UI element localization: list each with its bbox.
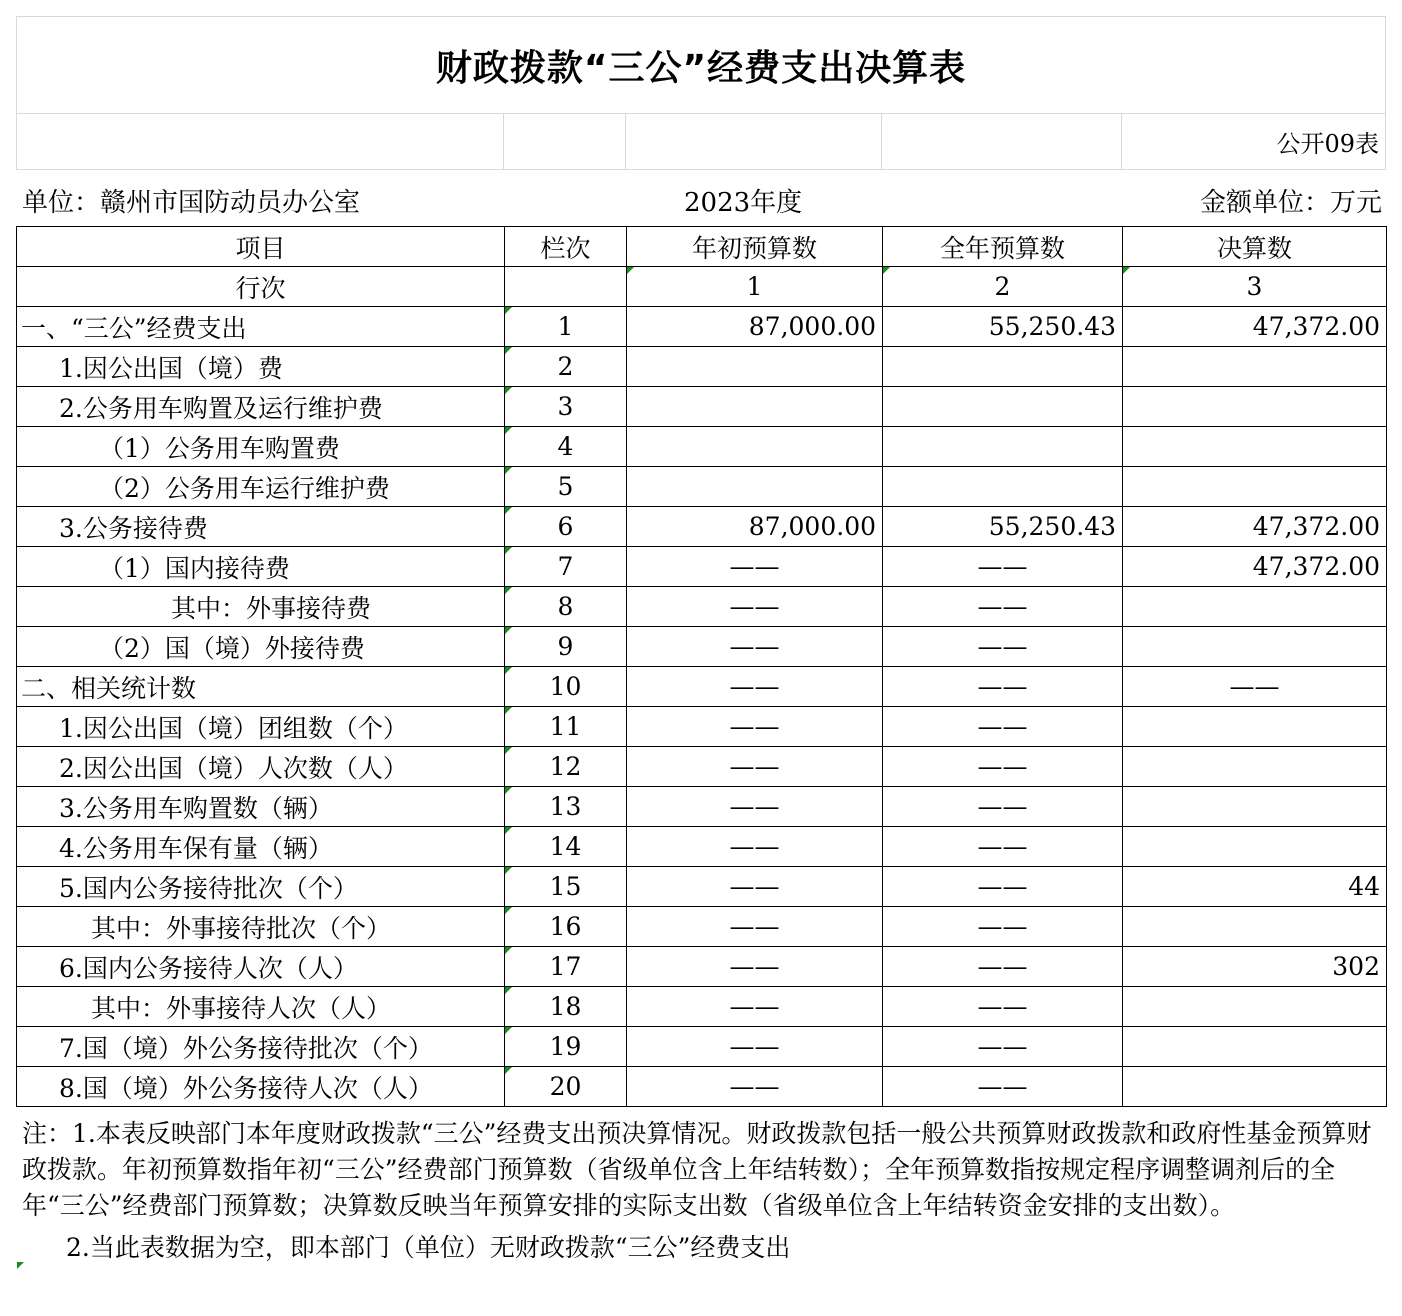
table-row: [17, 507, 1387, 547]
info-row: [16, 170, 1386, 226]
row-no-cell[interactable]: 7: [505, 547, 627, 587]
item-cell[interactable]: 1.因公出国（境）费: [17, 347, 505, 387]
blank-cell[interactable]: [882, 114, 1122, 170]
table-row: [17, 347, 1387, 387]
item-cell[interactable]: （1）公务用车购置费: [17, 427, 505, 467]
spreadsheet: [16, 16, 1386, 1107]
final-account-cell[interactable]: [1123, 787, 1387, 827]
item-cell[interactable]: 3.公务用车购置数（辆）: [17, 787, 505, 827]
item-cell[interactable]: 7.国（境）外公务接待批次（个）: [17, 1027, 505, 1067]
final-account-cell[interactable]: [1123, 347, 1387, 387]
item-cell[interactable]: 二、相关统计数: [17, 667, 505, 707]
initial-budget-cell[interactable]: [627, 387, 883, 427]
index-label[interactable]: 行次: [17, 267, 505, 307]
final-account-cell[interactable]: 47,372.00: [1123, 547, 1387, 587]
initial-budget-cell[interactable]: ——: [627, 547, 883, 587]
item-cell[interactable]: 1.因公出国（境）团组数（个）: [17, 707, 505, 747]
initial-budget-cell[interactable]: ——: [627, 1067, 883, 1107]
item-cell[interactable]: 6.国内公务接待人次（人）: [17, 947, 505, 987]
fiscal-year: 2023年度: [684, 188, 803, 218]
final-account-cell[interactable]: [1123, 387, 1387, 427]
initial-budget-cell[interactable]: [627, 347, 883, 387]
final-account-cell[interactable]: [1123, 1027, 1387, 1067]
initial-budget-cell[interactable]: 87,000.00: [627, 507, 883, 547]
full-year-budget-cell[interactable]: ——: [883, 627, 1123, 667]
final-account-cell[interactable]: [1123, 747, 1387, 787]
table-row: [17, 667, 1387, 707]
table-row: [17, 427, 1387, 467]
unit-label: 单位：赣州市国防动员办公室: [22, 188, 361, 218]
initial-budget-cell[interactable]: ——: [627, 667, 883, 707]
item-cell[interactable]: 2.因公出国（境）人次数（人）: [17, 747, 505, 787]
final-account-cell[interactable]: [1123, 827, 1387, 867]
money-unit: 金额单位：万元: [1199, 188, 1382, 218]
index-col-3[interactable]: 3: [1123, 267, 1387, 307]
item-cell[interactable]: 8.国（境）外公务接待人次（人）: [17, 1067, 505, 1107]
item-cell[interactable]: 2.公务用车购置及运行维护费: [17, 387, 505, 427]
initial-budget-cell[interactable]: ——: [627, 867, 883, 907]
initial-budget-cell[interactable]: ——: [627, 827, 883, 867]
full-year-budget-cell[interactable]: ——: [883, 547, 1123, 587]
initial-budget-cell[interactable]: ——: [627, 627, 883, 667]
initial-budget-cell[interactable]: 87,000.00: [627, 307, 883, 347]
item-cell[interactable]: 一、“三公”经费支出: [17, 307, 505, 347]
row-no-cell[interactable]: 1: [505, 307, 627, 347]
row-no-cell[interactable]: 15: [505, 867, 627, 907]
full-year-budget-cell[interactable]: ——: [883, 907, 1123, 947]
header-row: [17, 227, 1387, 267]
row-no-cell[interactable]: 2: [505, 347, 627, 387]
row-no-cell[interactable]: 3: [505, 387, 627, 427]
final-account-cell[interactable]: [1123, 1067, 1387, 1107]
full-year-budget-cell[interactable]: [883, 467, 1123, 507]
initial-budget-cell[interactable]: ——: [627, 987, 883, 1027]
row-no-cell[interactable]: 14: [505, 827, 627, 867]
row-no-cell[interactable]: 18: [505, 987, 627, 1027]
initial-budget-cell[interactable]: ——: [627, 907, 883, 947]
table-row: [17, 827, 1387, 867]
row-no-cell[interactable]: 16: [505, 907, 627, 947]
table-row: [17, 627, 1387, 667]
final-account-cell[interactable]: 44: [1123, 867, 1387, 907]
form-code-cell[interactable]: [1122, 114, 1386, 170]
row-no-cell[interactable]: 9: [505, 627, 627, 667]
full-year-budget-cell[interactable]: ——: [883, 867, 1123, 907]
row-no-cell[interactable]: 6: [505, 507, 627, 547]
table-row: [17, 987, 1387, 1027]
header-item[interactable]: 项目: [17, 227, 505, 267]
row-no-cell[interactable]: 5: [505, 467, 627, 507]
row-no-cell[interactable]: 10: [505, 667, 627, 707]
note-1: 注：1.本表反映部门本年度财政拨款“三公”经费支出预决算情况。财政拨款包括一般公共预算财政拨款和政府性基金预算财政拨款。年初预算数指年初“三公”经费部门预算数（省级单位含上年结转数）；全年预算数指按规定程序调整调剂后的全年“三公”经费部门预算数；决算数反映当年预算安排的实际支出数（省级单位含上年结转资金安排的支出数）。: [22, 1119, 1372, 1220]
table-row: [17, 947, 1387, 987]
row-no-cell[interactable]: 19: [505, 1027, 627, 1067]
item-cell[interactable]: （2）国（境）外接待费: [17, 627, 505, 667]
full-year-budget-cell[interactable]: 55,250.43: [883, 507, 1123, 547]
initial-budget-cell[interactable]: ——: [627, 1027, 883, 1067]
full-year-budget-cell[interactable]: ——: [883, 1027, 1123, 1067]
table-body: [17, 307, 1387, 1107]
full-year-budget-cell[interactable]: [883, 387, 1123, 427]
final-account-cell[interactable]: [1123, 467, 1387, 507]
row-no-cell[interactable]: 13: [505, 787, 627, 827]
final-account-cell[interactable]: [1123, 427, 1387, 467]
form-code-row: [16, 114, 1386, 170]
table-row: [17, 387, 1387, 427]
table-row: [17, 867, 1387, 907]
initial-budget-cell[interactable]: ——: [627, 587, 883, 627]
sheet-title-cell[interactable]: [16, 16, 1386, 114]
full-year-budget-cell[interactable]: ——: [883, 1067, 1123, 1107]
header-final-account[interactable]: 决算数: [1123, 227, 1387, 267]
row-no-cell[interactable]: 8: [505, 587, 627, 627]
item-cell[interactable]: 其中：外事接待费: [17, 587, 505, 627]
header-initial-budget[interactable]: 年初预算数: [627, 227, 883, 267]
full-year-budget-cell[interactable]: ——: [883, 947, 1123, 987]
final-account-cell[interactable]: 302: [1123, 947, 1387, 987]
row-no-cell[interactable]: 20: [505, 1067, 627, 1107]
form-code: 公开09表: [1276, 130, 1379, 158]
table-row: [17, 787, 1387, 827]
table-row: [17, 307, 1387, 347]
row-no-cell[interactable]: 11: [505, 707, 627, 747]
final-account-cell[interactable]: [1123, 907, 1387, 947]
full-year-budget-cell[interactable]: ——: [883, 587, 1123, 627]
final-account-cell[interactable]: [1123, 707, 1387, 747]
notes: [22, 1116, 1374, 1266]
index-col-1[interactable]: 1: [627, 267, 883, 307]
index-col-2[interactable]: 2: [883, 267, 1123, 307]
item-cell[interactable]: （1）国内接待费: [17, 547, 505, 587]
table-row: [17, 587, 1387, 627]
final-account-cell[interactable]: [1123, 587, 1387, 627]
initial-budget-cell[interactable]: ——: [627, 947, 883, 987]
item-cell[interactable]: 4.公务用车保有量（辆）: [17, 827, 505, 867]
table-row: [17, 907, 1387, 947]
index-row: [17, 267, 1387, 307]
final-account-cell[interactable]: 47,372.00: [1123, 507, 1387, 547]
table-row: [17, 547, 1387, 587]
row-no-cell[interactable]: 17: [505, 947, 627, 987]
full-year-budget-cell[interactable]: 55,250.43: [883, 307, 1123, 347]
header-full-year-budget[interactable]: 全年预算数: [883, 227, 1123, 267]
full-year-budget-cell[interactable]: [883, 347, 1123, 387]
blank-cell[interactable]: [16, 114, 504, 170]
full-year-budget-cell[interactable]: ——: [883, 667, 1123, 707]
table-row: [17, 1067, 1387, 1107]
item-cell[interactable]: 5.国内公务接待批次（个）: [17, 867, 505, 907]
item-cell[interactable]: （2）公务用车运行维护费: [17, 467, 505, 507]
item-cell[interactable]: 其中：外事接待批次（个）: [17, 907, 505, 947]
row-no-cell[interactable]: 12: [505, 747, 627, 787]
final-account-cell[interactable]: ——: [1123, 667, 1387, 707]
full-year-budget-cell[interactable]: ——: [883, 987, 1123, 1027]
final-account-cell[interactable]: [1123, 627, 1387, 667]
initial-budget-cell[interactable]: [627, 427, 883, 467]
three-public-expense-table: [16, 226, 1387, 1107]
blank-cell[interactable]: [504, 114, 626, 170]
blank-cell[interactable]: [626, 114, 882, 170]
sheet-title: 财政拨款“三公”经费支出决算表: [435, 47, 967, 89]
full-year-budget-cell[interactable]: [883, 427, 1123, 467]
full-year-budget-cell[interactable]: ——: [883, 707, 1123, 747]
initial-budget-cell[interactable]: [627, 467, 883, 507]
note-2: 2.当此表数据为空，即本部门（单位）无财政拨款“三公”经费支出: [66, 1233, 791, 1262]
table-row: [17, 1027, 1387, 1067]
initial-budget-cell[interactable]: ——: [627, 707, 883, 747]
header-col-no[interactable]: 栏次: [505, 227, 627, 267]
item-cell[interactable]: 其中：外事接待人次（人）: [17, 987, 505, 1027]
full-year-budget-cell[interactable]: ——: [883, 787, 1123, 827]
final-account-cell[interactable]: [1123, 987, 1387, 1027]
table-row: [17, 467, 1387, 507]
full-year-budget-cell[interactable]: ——: [883, 827, 1123, 867]
final-account-cell[interactable]: 47,372.00: [1123, 307, 1387, 347]
initial-budget-cell[interactable]: ——: [627, 747, 883, 787]
full-year-budget-cell[interactable]: ——: [883, 747, 1123, 787]
row-no-cell[interactable]: 4: [505, 427, 627, 467]
table-row: [17, 747, 1387, 787]
index-blank[interactable]: [505, 267, 627, 307]
item-cell[interactable]: 3.公务接待费: [17, 507, 505, 547]
table-row: [17, 707, 1387, 747]
comment-marker-icon: [17, 1262, 24, 1269]
initial-budget-cell[interactable]: ——: [627, 787, 883, 827]
